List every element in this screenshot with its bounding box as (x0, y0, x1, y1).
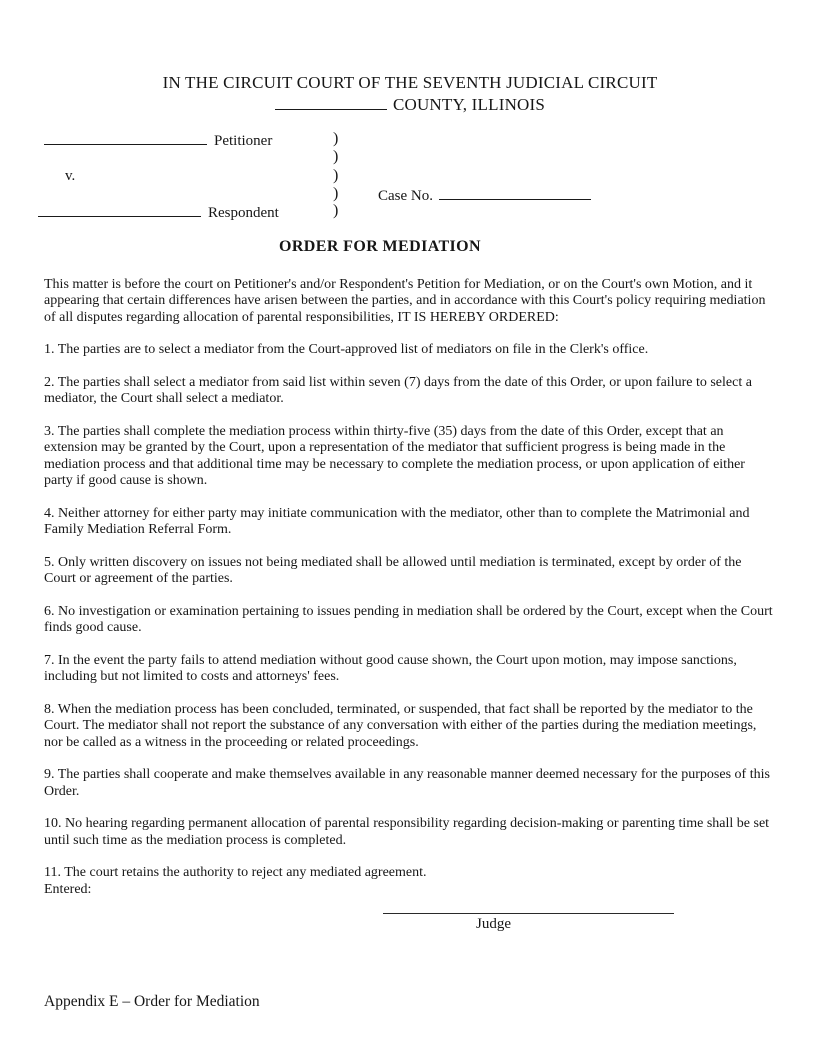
order-item-10: 10. No hearing regarding permanent allocation of parental responsibility regarding decision-making or parenting time shall be set until such time as the mediation process is completed. (44, 816, 770, 848)
order-item-9: 9. The parties shall cooperate and make themselves available in any reasonable manner deemed necessary for the purposes of this Order. (44, 767, 770, 799)
petitioner-line (44, 131, 272, 150)
county-name-blank (275, 96, 387, 110)
caption-paren: ) (333, 185, 339, 202)
court-header-line2 (44, 94, 776, 116)
case-number-line (378, 186, 591, 205)
document-title: ORDER FOR MEDIATION (279, 238, 481, 255)
order-item-5: 5. Only written discovery on issues not being mediated shall be allowed until mediation is terminated, except by order of the Court or agreement of the parties. (44, 554, 742, 586)
order-item-2: 2. The parties shall select a mediator from said list within seven (7) days from the date of this Order, or upon failure to select a mediator, the Court shall select a mediator. (44, 374, 752, 406)
order-item-6: 6. No investigation or examination pertaining to issues pending in mediation shall be ordered by the Court, except when the Court finds good cause. (44, 603, 773, 635)
court-header (44, 72, 776, 116)
respondent-label: Respondent (208, 205, 279, 221)
court-header-line1: IN THE CIRCUIT COURT OF THE SEVENTH JUDICIAL CIRCUIT (162, 73, 658, 92)
caption-paren: ) (333, 130, 339, 147)
respondent-name-blank (38, 203, 201, 217)
county-state-label: COUNTY, ILLINOIS (392, 95, 546, 114)
petitioner-name-blank (44, 131, 207, 145)
case-number-label: Case No. (378, 188, 433, 204)
order-item-4: 4. Neither attorney for either party may initiate communication with the mediator, other than to complete the Matrimonial and Family Mediation Referral Form. (44, 505, 750, 537)
order-item-7: 7. In the event the party fails to attend mediation without good cause shown, the Court upon motion, may impose sanctions, including but not limited to costs and attorneys' fees. (44, 652, 737, 684)
order-item-3: 3. The parties shall complete the mediation process within thirty-five (35) days from the date of this Order, except that an extension may be granted by the Court, upon a representation of the mediator that sufficient progress is being made in the mediation process and that additional time may be necessary to complete the mediation process, or upon application of either party if good cause is shown. (44, 423, 745, 488)
entered-label: Entered: (44, 881, 92, 897)
judge-signature-block (383, 913, 674, 933)
case-caption (44, 131, 776, 228)
petitioner-label: Petitioner (214, 133, 273, 149)
caption-paren: ) (333, 202, 339, 219)
order-item-11-block (44, 865, 776, 898)
versus-label: v. (65, 168, 76, 184)
judge-signature-line (383, 913, 674, 914)
order-item-1: 1. The parties are to select a mediator from the Court-approved list of mediators on file in the Clerk's office. (44, 342, 649, 357)
judge-label: Judge (476, 916, 511, 932)
respondent-line (38, 203, 279, 222)
order-body (44, 277, 776, 899)
case-number-blank (439, 186, 591, 200)
intro-paragraph: This matter is before the court on Petitioner's and/or Respondent's Petition for Mediation, or on the Court's own Motion, and it appearing that certain differences have arisen between the parties, and in accordance with this Court's policy requiring mediation of all disputes regarding allocation of parental responsibilities, IT IS HEREBY ORDERED: (44, 276, 766, 325)
caption-paren: ) (333, 148, 339, 165)
footer-appendix-label: Appendix E – Order for Mediation (44, 993, 260, 1010)
caption-paren: ) (333, 167, 339, 184)
order-item-11: 11. The court retains the authority to reject any mediated agreement. (44, 865, 427, 880)
order-item-8: 8. When the mediation process has been concluded, terminated, or suspended, that fact shall be reported by the mediator to the Court. The mediator shall not report the substance of any conversation with either of the parties during the mediation meetings, nor be called as a witness in the proceeding or related proceedings. (44, 701, 757, 750)
